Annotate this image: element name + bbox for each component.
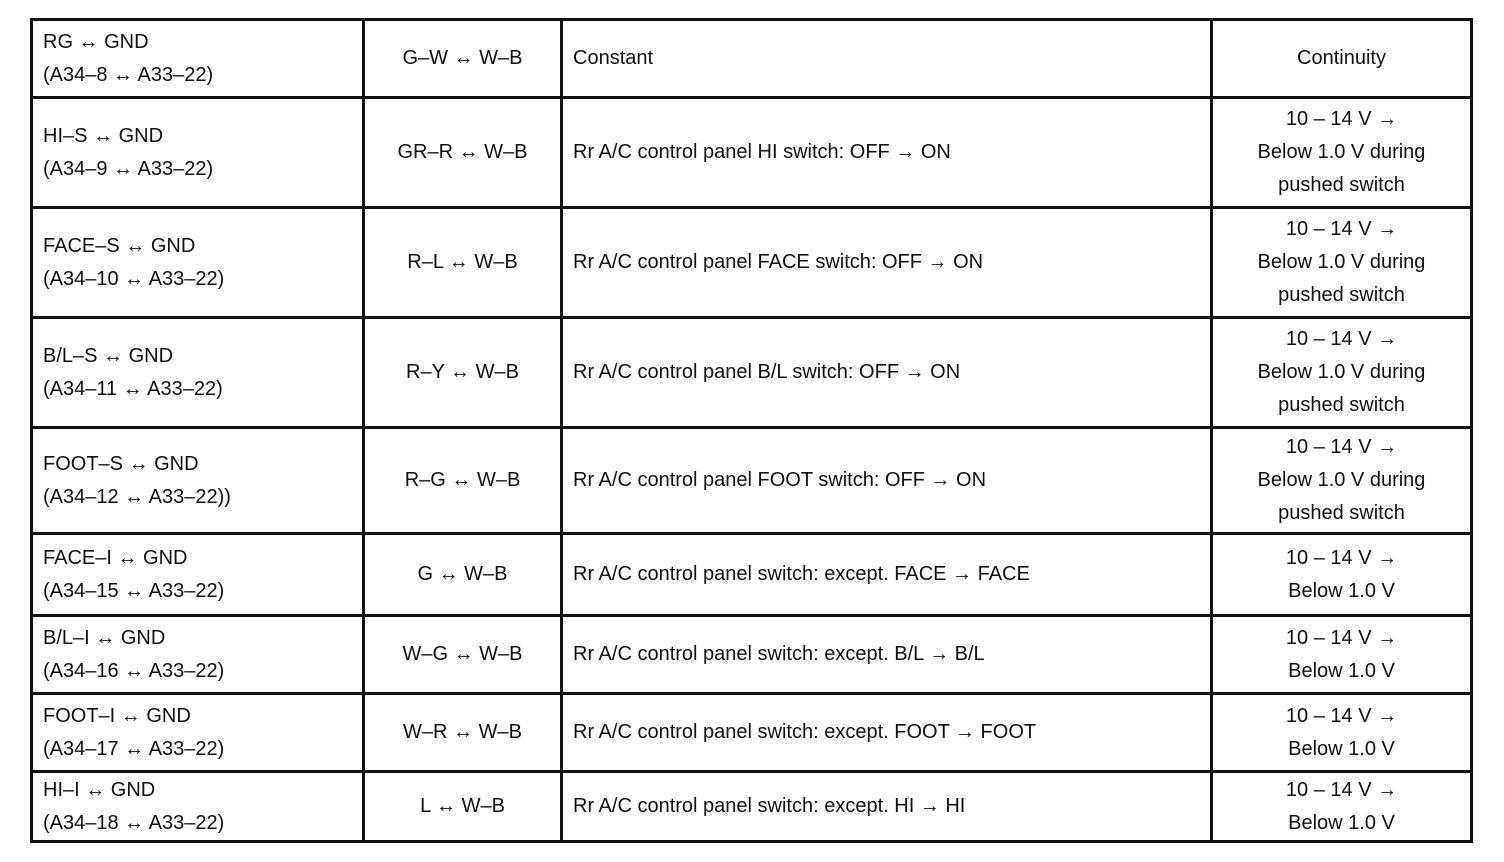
- terminal-name: FACE–I ↔ GND: [43, 546, 188, 569]
- specified-condition-cell: [1212, 694, 1472, 772]
- terminal-cell: [32, 534, 364, 616]
- specified-condition-line: pushed switch: [1278, 174, 1405, 196]
- specified-condition-line: pushed switch: [1278, 284, 1405, 306]
- table-body: [32, 20, 1472, 842]
- table-row: [32, 318, 1472, 428]
- wiring-color-cell: GR–R ↔ W–B: [364, 98, 562, 208]
- wiring-color-cell: L ↔ W–B: [364, 772, 562, 842]
- specified-condition-line: Continuity: [1297, 47, 1386, 69]
- terminal-name: HI–S ↔ GND: [43, 124, 164, 147]
- terminal-cell: [32, 20, 364, 98]
- specified-condition-line: Below 1.0 V during: [1257, 251, 1426, 273]
- specified-condition-line: 10 – 14 V →: [1285, 704, 1398, 727]
- table-row: [32, 20, 1472, 98]
- terminal-cell: [32, 318, 364, 428]
- specified-condition-cell: [1212, 318, 1472, 428]
- specified-condition-cell: [1212, 208, 1472, 318]
- terminal-cell: [32, 616, 364, 694]
- terminal-name: B/L–S ↔ GND: [43, 344, 174, 367]
- terminal-name: FOOT–I ↔ GND: [43, 704, 191, 727]
- condition-cell: Rr A/C control panel FACE switch: OFF → ON: [562, 208, 1212, 318]
- terminal-name: RG ↔ GND: [43, 30, 149, 53]
- specified-condition-cell: [1212, 20, 1472, 98]
- terminal-pins: (A34–15 ↔ A33–22): [43, 579, 225, 602]
- table-row: [32, 616, 1472, 694]
- specified-condition-line: 10 – 14 V →: [1285, 436, 1398, 458]
- condition-cell: Rr A/C control panel HI switch: OFF → ON: [562, 98, 1212, 208]
- specified-condition-line: Below 1.0 V: [1288, 737, 1395, 760]
- wiring-color-cell: R–Y ↔ W–B: [364, 318, 562, 428]
- specified-condition-line: 10 – 14 V →: [1285, 778, 1398, 801]
- specified-condition-cell: [1212, 772, 1472, 842]
- terminal-name: FOOT–S ↔ GND: [43, 452, 199, 475]
- table-row: [32, 428, 1472, 534]
- terminal-pins: (A34–11 ↔ A33–22): [43, 377, 223, 400]
- terminal-inspection-table: [30, 18, 1473, 843]
- specified-condition-line: 10 – 14 V →: [1285, 546, 1398, 569]
- wiring-color-cell: R–L ↔ W–B: [364, 208, 562, 318]
- terminal-cell: [32, 208, 364, 318]
- specified-condition-line: pushed switch: [1278, 502, 1405, 524]
- terminal-pins: (A34–12 ↔ A33–22)): [43, 485, 231, 508]
- condition-cell: Rr A/C control panel FOOT switch: OFF → ON: [562, 428, 1212, 534]
- specified-condition-cell: [1212, 616, 1472, 694]
- wiring-color-cell: W–G ↔ W–B: [364, 616, 562, 694]
- specified-condition-line: 10 – 14 V →: [1285, 626, 1398, 649]
- specified-condition-line: 10 – 14 V →: [1285, 328, 1398, 350]
- wiring-color-cell: G–W ↔ W–B: [364, 20, 562, 98]
- table-row: [32, 694, 1472, 772]
- specified-condition-line: 10 – 14 V →: [1285, 108, 1398, 130]
- condition-cell: Rr A/C control panel switch: except. FOOT → FOOT: [562, 694, 1212, 772]
- specified-condition-cell: [1212, 98, 1472, 208]
- terminal-cell: [32, 772, 364, 842]
- table-row: [32, 98, 1472, 208]
- terminal-pins: (A34–16 ↔ A33–22): [43, 659, 225, 682]
- terminal-cell: [32, 98, 364, 208]
- terminal-name: HI–I ↔ GND: [43, 778, 156, 801]
- condition-cell: Constant: [562, 20, 1212, 98]
- terminal-name: FACE–S ↔ GND: [43, 234, 196, 257]
- terminal-pins: (A34–8 ↔ A33–22): [43, 63, 214, 86]
- condition-cell: Rr A/C control panel switch: except. HI → HI: [562, 772, 1212, 842]
- specified-condition-line: Below 1.0 V: [1288, 579, 1395, 602]
- terminal-name: B/L–I ↔ GND: [43, 626, 166, 649]
- specified-condition-cell: [1212, 428, 1472, 534]
- terminal-pins: (A34–18 ↔ A33–22): [43, 811, 225, 834]
- inspection-table-sheet: [30, 18, 1470, 840]
- terminal-cell: [32, 428, 364, 534]
- terminal-pins: (A34–9 ↔ A33–22): [43, 157, 214, 180]
- specified-condition-line: pushed switch: [1278, 394, 1405, 416]
- wiring-color-cell: G ↔ W–B: [364, 534, 562, 616]
- specified-condition-cell: [1212, 534, 1472, 616]
- specified-condition-line: Below 1.0 V during: [1257, 141, 1426, 163]
- condition-cell: Rr A/C control panel switch: except. B/L → B/L: [562, 616, 1212, 694]
- specified-condition-line: Below 1.0 V during: [1257, 361, 1426, 383]
- specified-condition-line: Below 1.0 V: [1288, 659, 1395, 682]
- specified-condition-line: Below 1.0 V: [1288, 811, 1395, 834]
- terminal-cell: [32, 694, 364, 772]
- wiring-color-cell: R–G ↔ W–B: [364, 428, 562, 534]
- wiring-color-cell: W–R ↔ W–B: [364, 694, 562, 772]
- table-row: [32, 208, 1472, 318]
- terminal-pins: (A34–10 ↔ A33–22): [43, 267, 225, 290]
- specified-condition-line: Below 1.0 V during: [1257, 469, 1426, 491]
- table-row: [32, 772, 1472, 842]
- condition-cell: Rr A/C control panel B/L switch: OFF → ON: [562, 318, 1212, 428]
- table-row: [32, 534, 1472, 616]
- specified-condition-line: 10 – 14 V →: [1285, 218, 1398, 240]
- terminal-pins: (A34–17 ↔ A33–22): [43, 737, 225, 760]
- condition-cell: Rr A/C control panel switch: except. FACE → FACE: [562, 534, 1212, 616]
